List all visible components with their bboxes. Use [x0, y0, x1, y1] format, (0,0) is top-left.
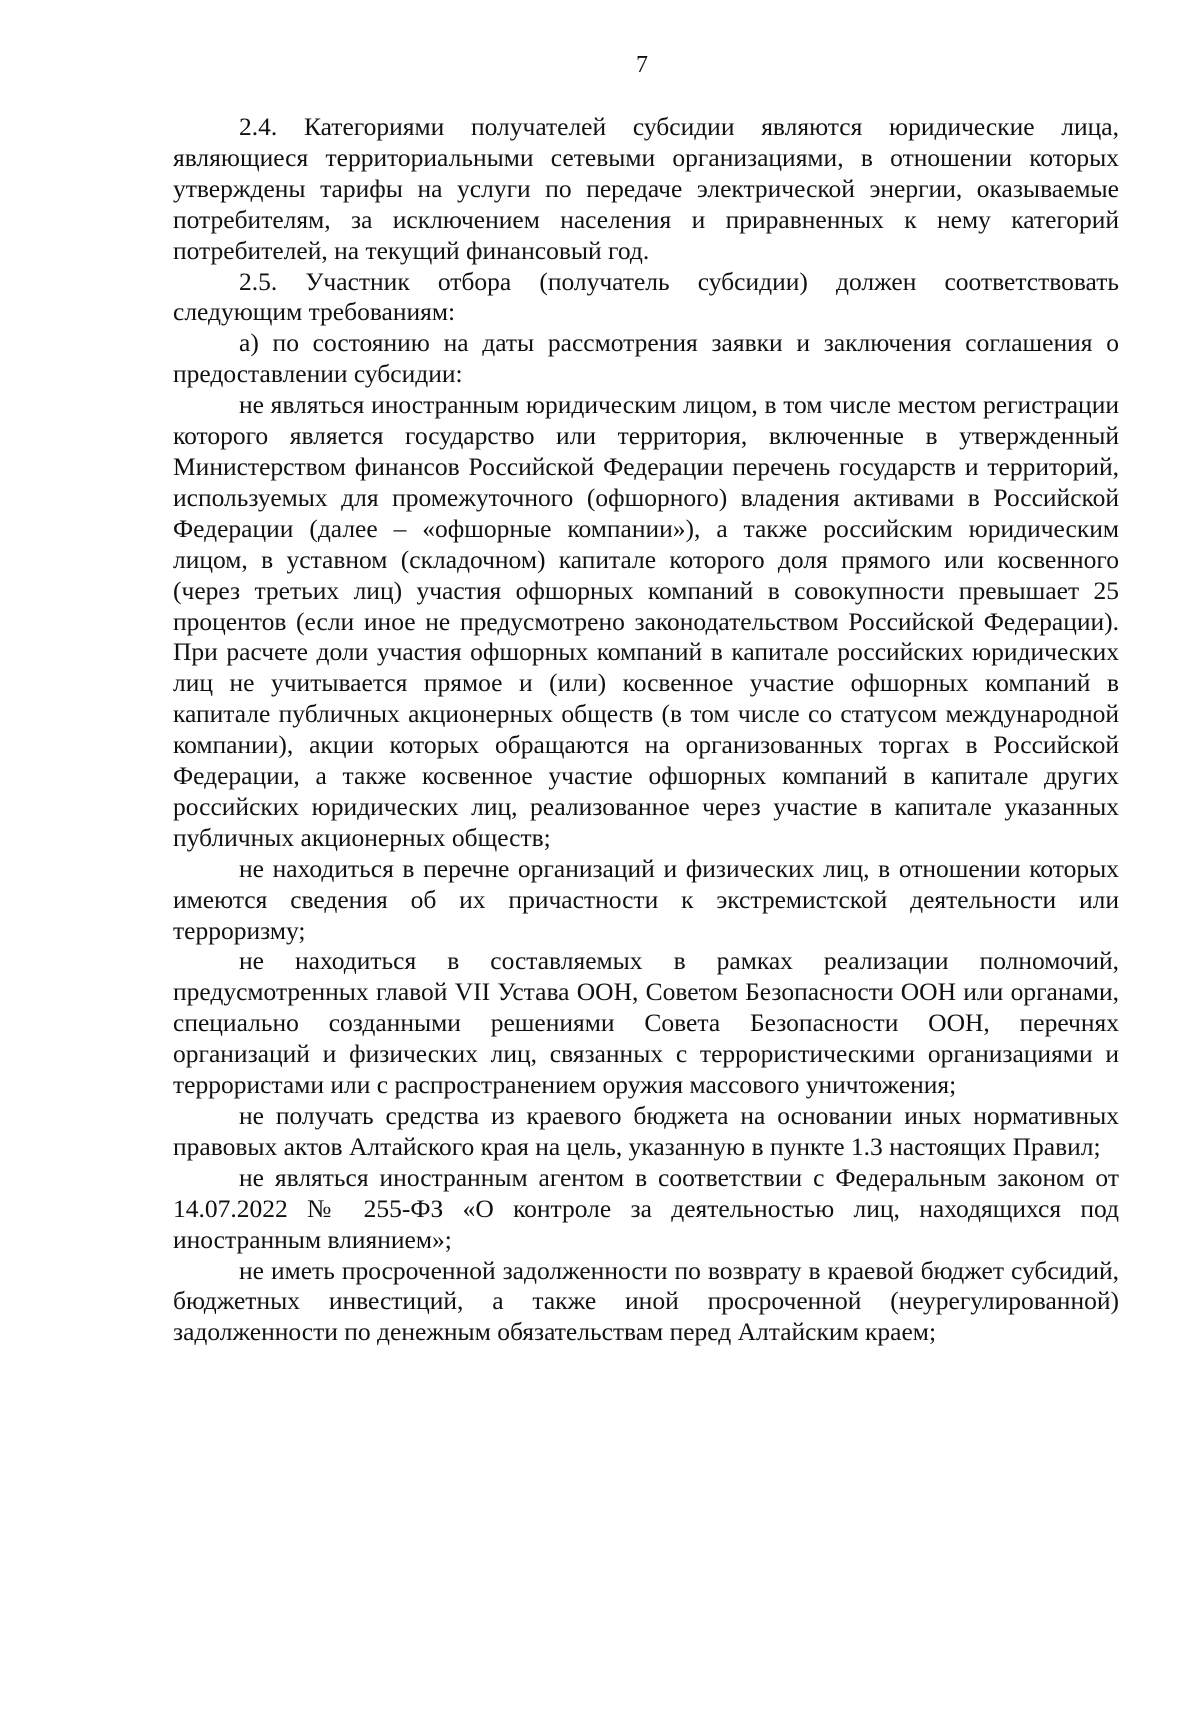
- paragraph-extremism-requirement: не находиться в перечне организаций и физических лиц, в отношении которых имеются сведения об их причастности к экстремистской деятельности или терроризму;: [173, 853, 1119, 945]
- paragraph-subitem-a: а) по состоянию на даты рассмотрения заявки и заключения соглашения о предоставлении субсидии:: [173, 328, 1119, 389]
- paragraph-foreign-agent-requirement: не являться иностранным агентом в соответствии с Федеральным законом от 14.07.2022 № 255-ФЗ «О контроле за деятельностью лиц, находящихся под иностранным влиянием»;: [173, 1162, 1119, 1254]
- paragraph-debt-requirement: не иметь просроченной задолженности по возврату в краевой бюджет субсидий, бюджетных инвестиций, а также иной просроченной (неурегулированной) задолженности по денежным обязательствам перед Алтайским краем;: [173, 1255, 1119, 1347]
- paragraph-regional-budget-requirement: не получать средства из краевого бюджета на основании иных нормативных правовых актов Алтайского края на цель, указанную в пункте 1.3 настоящих Правил;: [173, 1101, 1119, 1161]
- paragraph-offshore-requirement: не являться иностранным юридическим лицом, в том числе местом регистрации которого является государство или территория, включенные в утвержденный Министерством финансов Российской Федерации перечень государств и территорий, используемых для промежуточного (офшорного) владения активами в Российской Федерации (далее – «офшорные компании»), а также российским юридическим лицом, в уставном (складочном) капитале которого доля прямого или косвенного (через третьих лиц) участия офшорных компаний в совокупности превышает 25 процентов (если иное не предусмотрено законодательством Российской Федерации). При расчете доли участия офшорных компаний в капитале российских юридических лиц не учитывается прямое и (или) косвенное участие офшорных компаний в капитале публичных акционерных обществ (в том числе со статусом международной компании), акции которых обращаются на организованных торгах в Российской Федерации, а также косвенное участие офшорных компаний в капитале других российских юридических лиц, реализованное через участие в капитале указанных публичных акционерных обществ;: [173, 390, 1119, 852]
- paragraph-2-4: 2.4. Категориями получателей субсидии являются юридические лица, являющиеся территориальными сетевыми организациями, в отношении которых утверждены тарифы на услуги по передаче электрической энергии, оказываемые потребителям, за исключением населения и приравненных к нему категорий потребителей, на текущий финансовый год.: [173, 112, 1119, 265]
- document-body: [173, 112, 1119, 1348]
- paragraph-2-5: 2.5. Участник отбора (получатель субсидии) должен соответствовать следующим требованиям:: [173, 266, 1119, 327]
- paragraph-un-lists-requirement: не находиться в составляемых в рамках реализации полномочий, предусмотренных главой VII Устава ООН, Советом Безопасности ООН или органами, специально созданными решениями Совета Безопасности ООН, перечнях организаций и физических лиц, связанных с террористическими организациями и террористами или с распространением оружия массового уничтожения;: [173, 946, 1119, 1100]
- page-number: 7: [636, 52, 648, 78]
